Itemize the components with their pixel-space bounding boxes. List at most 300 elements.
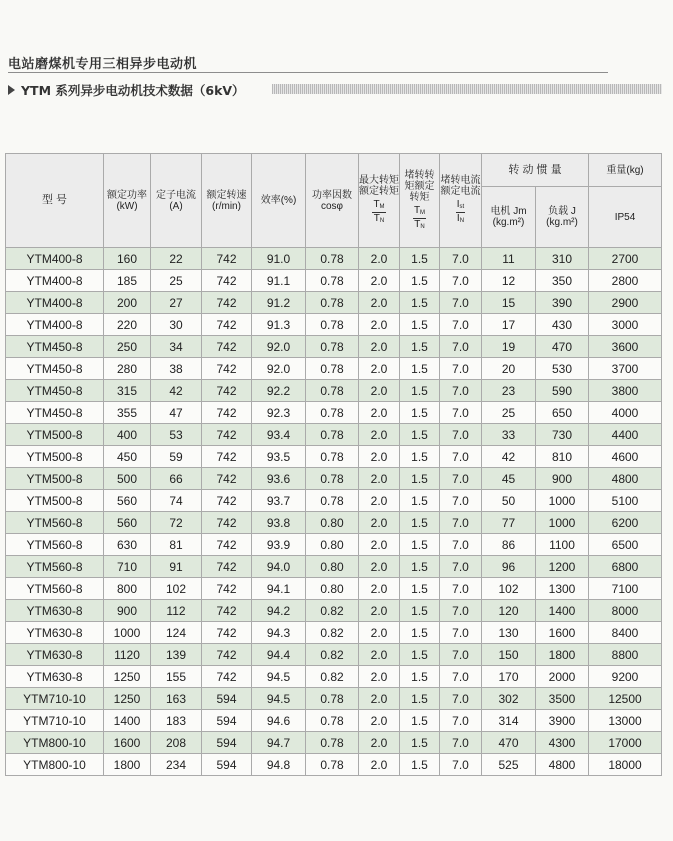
cell-load-inertia: 900: [536, 468, 589, 490]
cell-model: YTM500-8: [6, 446, 104, 468]
table-row: [6, 666, 662, 688]
section-heading: [8, 81, 245, 99]
table-row: [6, 512, 662, 534]
locked-current-denominator: $I_N$: [456, 213, 465, 224]
cell-efficiency: 93.6: [252, 468, 306, 490]
cell-rated-power: 200: [104, 292, 151, 314]
cell-efficiency: 94.0: [252, 556, 306, 578]
cell-load-inertia: 3500: [536, 688, 589, 710]
table-row: [6, 468, 662, 490]
cell-rated-speed: 594: [202, 688, 252, 710]
header-stator-current: 定子电流(A): [151, 154, 202, 248]
cell-model: YTM450-8: [6, 380, 104, 402]
cell-max-torque-ratio: 2.0: [359, 380, 400, 402]
cell-model: YTM400-8: [6, 270, 104, 292]
table-row: [6, 380, 662, 402]
cell-model: YTM630-8: [6, 600, 104, 622]
cell-model: YTM560-8: [6, 512, 104, 534]
cell-max-torque-ratio: 2.0: [359, 512, 400, 534]
cell-locked-current-ratio: 7.0: [440, 666, 482, 688]
cell-load-inertia: 530: [536, 358, 589, 380]
cell-motor-inertia: 302: [482, 688, 536, 710]
max-torque-numerator: $T_M$: [372, 199, 385, 213]
cell-locked-torque-ratio: 1.5: [400, 666, 440, 688]
cell-efficiency: 94.7: [252, 732, 306, 754]
cell-rated-speed: 742: [202, 468, 252, 490]
max-torque-fraction: [372, 199, 385, 226]
cell-locked-current-ratio: 7.0: [440, 380, 482, 402]
cell-power-factor: 0.78: [306, 446, 359, 468]
cell-rated-power: 280: [104, 358, 151, 380]
table-row: [6, 754, 662, 776]
cell-power-factor: 0.80: [306, 534, 359, 556]
cell-load-inertia: 1600: [536, 622, 589, 644]
cell-rated-speed: 742: [202, 490, 252, 512]
cell-model: YTM630-8: [6, 622, 104, 644]
cell-load-inertia: 4300: [536, 732, 589, 754]
cell-motor-inertia: 50: [482, 490, 536, 512]
cell-motor-inertia: 314: [482, 710, 536, 732]
cell-locked-current-ratio: 7.0: [440, 248, 482, 270]
cell-motor-inertia: 525: [482, 754, 536, 776]
header-locked-current-ratio: [440, 154, 482, 248]
cell-load-inertia: 1000: [536, 512, 589, 534]
header-power-factor: 功率因数cosφ: [306, 154, 359, 248]
cell-max-torque-ratio: 2.0: [359, 490, 400, 512]
cell-efficiency: 92.2: [252, 380, 306, 402]
cell-locked-torque-ratio: 1.5: [400, 688, 440, 710]
cell-power-factor: 0.78: [306, 292, 359, 314]
cell-stator-current: 38: [151, 358, 202, 380]
cell-weight: 4400: [589, 424, 662, 446]
cell-model: YTM560-8: [6, 556, 104, 578]
cell-motor-inertia: 20: [482, 358, 536, 380]
cell-max-torque-ratio: 2.0: [359, 710, 400, 732]
max-torque-denominator: $T_N$: [373, 213, 385, 224]
cell-efficiency: 94.2: [252, 600, 306, 622]
cell-weight: 8400: [589, 622, 662, 644]
cell-locked-current-ratio: 7.0: [440, 292, 482, 314]
cell-model: YTM710-10: [6, 710, 104, 732]
cell-weight: 4000: [589, 402, 662, 424]
cell-efficiency: 91.0: [252, 248, 306, 270]
cell-locked-current-ratio: 7.0: [440, 688, 482, 710]
cell-motor-inertia: 120: [482, 600, 536, 622]
table-row: [6, 424, 662, 446]
cell-stator-current: 102: [151, 578, 202, 600]
cell-rated-power: 220: [104, 314, 151, 336]
cell-stator-current: 27: [151, 292, 202, 314]
cell-motor-inertia: 102: [482, 578, 536, 600]
table-row: [6, 248, 662, 270]
cell-weight: 13000: [589, 710, 662, 732]
cell-weight: 2900: [589, 292, 662, 314]
cell-power-factor: 0.78: [306, 754, 359, 776]
header-motor-jm: 电机 Jm (kg.m²): [482, 187, 536, 248]
cell-locked-torque-ratio: 1.5: [400, 622, 440, 644]
cell-locked-current-ratio: 7.0: [440, 358, 482, 380]
cell-load-inertia: 810: [536, 446, 589, 468]
table-row: [6, 644, 662, 666]
cell-rated-speed: 742: [202, 248, 252, 270]
cell-stator-current: 74: [151, 490, 202, 512]
cell-stator-current: 47: [151, 402, 202, 424]
cell-efficiency: 92.0: [252, 358, 306, 380]
cell-locked-current-ratio: 7.0: [440, 468, 482, 490]
cell-model: YTM630-8: [6, 644, 104, 666]
locked-torque-numerator: $T_M$: [413, 205, 426, 219]
cell-locked-torque-ratio: 1.5: [400, 402, 440, 424]
table-row: [6, 446, 662, 468]
cell-rated-speed: 594: [202, 710, 252, 732]
cell-weight: 18000: [589, 754, 662, 776]
locked-current-fraction: [456, 199, 465, 226]
cell-rated-speed: 742: [202, 380, 252, 402]
cell-power-factor: 0.78: [306, 710, 359, 732]
cell-motor-inertia: 23: [482, 380, 536, 402]
cell-stator-current: 139: [151, 644, 202, 666]
cell-load-inertia: 1200: [536, 556, 589, 578]
cell-rated-power: 560: [104, 512, 151, 534]
cell-rated-power: 1250: [104, 688, 151, 710]
cell-power-factor: 0.82: [306, 622, 359, 644]
table-row: [6, 534, 662, 556]
cell-locked-current-ratio: 7.0: [440, 644, 482, 666]
cell-rated-power: 450: [104, 446, 151, 468]
cell-model: YTM560-8: [6, 578, 104, 600]
cell-model: YTM500-8: [6, 490, 104, 512]
cell-stator-current: 124: [151, 622, 202, 644]
header-efficiency: 效率(%): [252, 154, 306, 248]
cell-efficiency: 91.1: [252, 270, 306, 292]
cell-model: YTM450-8: [6, 336, 104, 358]
triangle-arrow-icon: [8, 85, 15, 95]
cell-load-inertia: 1800: [536, 644, 589, 666]
cell-stator-current: 72: [151, 512, 202, 534]
cell-model: YTM630-8: [6, 666, 104, 688]
cell-max-torque-ratio: 2.0: [359, 556, 400, 578]
cell-efficiency: 94.4: [252, 644, 306, 666]
cell-weight: 3000: [589, 314, 662, 336]
cell-weight: 3800: [589, 380, 662, 402]
cell-model: YTM450-8: [6, 358, 104, 380]
cell-locked-torque-ratio: 1.5: [400, 468, 440, 490]
cell-load-inertia: 1100: [536, 534, 589, 556]
cell-efficiency: 93.7: [252, 490, 306, 512]
cell-rated-power: 315: [104, 380, 151, 402]
cell-weight: 17000: [589, 732, 662, 754]
table-row: [6, 314, 662, 336]
cell-rated-power: 1000: [104, 622, 151, 644]
cell-power-factor: 0.82: [306, 600, 359, 622]
cell-locked-torque-ratio: 1.5: [400, 446, 440, 468]
cell-max-torque-ratio: 2.0: [359, 336, 400, 358]
cell-weight: 7100: [589, 578, 662, 600]
header-load-j: 负载 J (kg.m²): [536, 187, 589, 248]
cell-locked-torque-ratio: 1.5: [400, 270, 440, 292]
cell-weight: 8000: [589, 600, 662, 622]
cell-max-torque-ratio: 2.0: [359, 446, 400, 468]
cell-rated-power: 900: [104, 600, 151, 622]
table-row: [6, 710, 662, 732]
cell-weight: 6500: [589, 534, 662, 556]
cell-efficiency: 94.5: [252, 666, 306, 688]
cell-efficiency: 93.4: [252, 424, 306, 446]
cell-efficiency: 92.0: [252, 336, 306, 358]
table-row: [6, 622, 662, 644]
cell-max-torque-ratio: 2.0: [359, 358, 400, 380]
cell-locked-torque-ratio: 1.5: [400, 732, 440, 754]
spec-table-body: [6, 248, 662, 776]
cell-power-factor: 0.82: [306, 666, 359, 688]
cell-motor-inertia: 12: [482, 270, 536, 292]
cell-locked-current-ratio: 7.0: [440, 622, 482, 644]
cell-weight: 2700: [589, 248, 662, 270]
cell-motor-inertia: 42: [482, 446, 536, 468]
cell-locked-torque-ratio: 1.5: [400, 248, 440, 270]
table-row: [6, 402, 662, 424]
cell-locked-torque-ratio: 1.5: [400, 292, 440, 314]
cell-power-factor: 0.78: [306, 402, 359, 424]
cell-locked-current-ratio: 7.0: [440, 424, 482, 446]
header-rated-power: 额定功率(kW): [104, 154, 151, 248]
cell-max-torque-ratio: 2.0: [359, 468, 400, 490]
header-rated-speed: 额定转速(r/min): [202, 154, 252, 248]
cell-rated-power: 1600: [104, 732, 151, 754]
cell-max-torque-ratio: 2.0: [359, 424, 400, 446]
cell-rated-power: 1250: [104, 666, 151, 688]
cell-locked-torque-ratio: 1.5: [400, 754, 440, 776]
cell-rated-power: 800: [104, 578, 151, 600]
cell-locked-torque-ratio: 1.5: [400, 314, 440, 336]
cell-power-factor: 0.78: [306, 248, 359, 270]
cell-motor-inertia: 15: [482, 292, 536, 314]
spec-table: [5, 153, 662, 776]
cell-efficiency: 94.1: [252, 578, 306, 600]
cell-locked-torque-ratio: 1.5: [400, 380, 440, 402]
cell-efficiency: 94.6: [252, 710, 306, 732]
cell-rated-speed: 742: [202, 622, 252, 644]
cell-rated-speed: 594: [202, 754, 252, 776]
table-row: [6, 270, 662, 292]
cell-rated-power: 160: [104, 248, 151, 270]
cell-max-torque-ratio: 2.0: [359, 270, 400, 292]
cell-power-factor: 0.78: [306, 688, 359, 710]
hatched-decorative-bar: [272, 84, 662, 94]
cell-motor-inertia: 150: [482, 644, 536, 666]
cell-locked-current-ratio: 7.0: [440, 314, 482, 336]
cell-stator-current: 112: [151, 600, 202, 622]
cell-rated-power: 1120: [104, 644, 151, 666]
locked-current-label: 堵转电流额定电流: [440, 175, 481, 197]
cell-weight: 5100: [589, 490, 662, 512]
cell-locked-torque-ratio: 1.5: [400, 644, 440, 666]
cell-stator-current: 81: [151, 534, 202, 556]
cell-max-torque-ratio: 2.0: [359, 754, 400, 776]
cell-locked-torque-ratio: 1.5: [400, 424, 440, 446]
cell-max-torque-ratio: 2.0: [359, 248, 400, 270]
cell-weight: 6200: [589, 512, 662, 534]
cell-efficiency: 94.3: [252, 622, 306, 644]
header-locked-torque-ratio: [400, 154, 440, 248]
cell-efficiency: 91.3: [252, 314, 306, 336]
cell-rated-speed: 742: [202, 578, 252, 600]
cell-load-inertia: 1300: [536, 578, 589, 600]
cell-efficiency: 94.5: [252, 688, 306, 710]
cell-locked-current-ratio: 7.0: [440, 402, 482, 424]
cell-rated-speed: 742: [202, 358, 252, 380]
cell-rated-power: 400: [104, 424, 151, 446]
cell-stator-current: 91: [151, 556, 202, 578]
cell-model: YTM560-8: [6, 534, 104, 556]
cell-power-factor: 0.78: [306, 358, 359, 380]
cell-weight: 12500: [589, 688, 662, 710]
cell-max-torque-ratio: 2.0: [359, 314, 400, 336]
cell-load-inertia: 650: [536, 402, 589, 424]
cell-model: YTM400-8: [6, 292, 104, 314]
cell-max-torque-ratio: 2.0: [359, 688, 400, 710]
cell-motor-inertia: 77: [482, 512, 536, 534]
cell-motor-inertia: 11: [482, 248, 536, 270]
cell-load-inertia: 310: [536, 248, 589, 270]
cell-stator-current: 22: [151, 248, 202, 270]
cell-locked-torque-ratio: 1.5: [400, 556, 440, 578]
cell-rated-power: 250: [104, 336, 151, 358]
cell-locked-current-ratio: 7.0: [440, 336, 482, 358]
cell-stator-current: 155: [151, 666, 202, 688]
cell-load-inertia: 1000: [536, 490, 589, 512]
cell-motor-inertia: 130: [482, 622, 536, 644]
header-inertia: 转 动 惯 量: [482, 154, 589, 187]
cell-rated-power: 355: [104, 402, 151, 424]
cell-motor-inertia: 170: [482, 666, 536, 688]
cell-efficiency: 91.2: [252, 292, 306, 314]
cell-max-torque-ratio: 2.0: [359, 732, 400, 754]
cell-motor-inertia: 19: [482, 336, 536, 358]
cell-efficiency: 93.5: [252, 446, 306, 468]
cell-load-inertia: 470: [536, 336, 589, 358]
cell-motor-inertia: 470: [482, 732, 536, 754]
locked-current-numerator: $I_{st}$: [456, 199, 465, 213]
cell-load-inertia: 4800: [536, 754, 589, 776]
cell-model: YTM800-10: [6, 732, 104, 754]
cell-locked-torque-ratio: 1.5: [400, 534, 440, 556]
cell-motor-inertia: 33: [482, 424, 536, 446]
cell-locked-current-ratio: 7.0: [440, 600, 482, 622]
cell-locked-current-ratio: 7.0: [440, 556, 482, 578]
cell-weight: 6800: [589, 556, 662, 578]
cell-locked-current-ratio: 7.0: [440, 732, 482, 754]
cell-weight: 2800: [589, 270, 662, 292]
cell-efficiency: 93.8: [252, 512, 306, 534]
cell-locked-torque-ratio: 1.5: [400, 578, 440, 600]
cell-locked-current-ratio: 7.0: [440, 578, 482, 600]
cell-load-inertia: 590: [536, 380, 589, 402]
cell-motor-inertia: 45: [482, 468, 536, 490]
cell-model: YTM500-8: [6, 424, 104, 446]
table-row: [6, 490, 662, 512]
cell-stator-current: 34: [151, 336, 202, 358]
cell-model: YTM400-8: [6, 248, 104, 270]
cell-stator-current: 234: [151, 754, 202, 776]
cell-max-torque-ratio: 2.0: [359, 292, 400, 314]
header-weight: 重量(kg): [589, 154, 662, 187]
cell-max-torque-ratio: 2.0: [359, 578, 400, 600]
table-row: [6, 556, 662, 578]
cell-locked-current-ratio: 7.0: [440, 490, 482, 512]
cell-rated-speed: 742: [202, 336, 252, 358]
cell-motor-inertia: 86: [482, 534, 536, 556]
cell-max-torque-ratio: 2.0: [359, 644, 400, 666]
cell-locked-current-ratio: 7.0: [440, 270, 482, 292]
title-divider: [8, 72, 608, 73]
cell-power-factor: 0.80: [306, 512, 359, 534]
cell-max-torque-ratio: 2.0: [359, 622, 400, 644]
cell-rated-power: 500: [104, 468, 151, 490]
cell-max-torque-ratio: 2.0: [359, 600, 400, 622]
cell-load-inertia: 730: [536, 424, 589, 446]
locked-torque-fraction: [413, 205, 426, 232]
cell-rated-speed: 742: [202, 534, 252, 556]
cell-rated-speed: 742: [202, 446, 252, 468]
locked-torque-denominator: $T_N$: [414, 218, 425, 230]
cell-rated-power: 1800: [104, 754, 151, 776]
cell-power-factor: 0.78: [306, 424, 359, 446]
cell-rated-speed: 742: [202, 270, 252, 292]
table-row: [6, 336, 662, 358]
cell-power-factor: 0.78: [306, 270, 359, 292]
cell-motor-inertia: 17: [482, 314, 536, 336]
cell-power-factor: 0.78: [306, 490, 359, 512]
header-max-torque-ratio: [359, 154, 400, 248]
cell-locked-torque-ratio: 1.5: [400, 710, 440, 732]
cell-power-factor: 0.78: [306, 380, 359, 402]
cell-rated-speed: 742: [202, 402, 252, 424]
cell-locked-torque-ratio: 1.5: [400, 600, 440, 622]
cell-rated-speed: 742: [202, 666, 252, 688]
cell-locked-current-ratio: 7.0: [440, 754, 482, 776]
table-row: [6, 600, 662, 622]
cell-weight: 3700: [589, 358, 662, 380]
cell-stator-current: 25: [151, 270, 202, 292]
cell-rated-speed: 742: [202, 424, 252, 446]
cell-model: YTM710-10: [6, 688, 104, 710]
cell-weight: 8800: [589, 644, 662, 666]
cell-max-torque-ratio: 2.0: [359, 534, 400, 556]
cell-motor-inertia: 25: [482, 402, 536, 424]
cell-rated-speed: 742: [202, 644, 252, 666]
cell-stator-current: 30: [151, 314, 202, 336]
table-row: [6, 292, 662, 314]
cell-model: YTM500-8: [6, 468, 104, 490]
cell-efficiency: 92.3: [252, 402, 306, 424]
cell-load-inertia: 350: [536, 270, 589, 292]
cell-locked-torque-ratio: 1.5: [400, 512, 440, 534]
cell-load-inertia: 430: [536, 314, 589, 336]
cell-stator-current: 42: [151, 380, 202, 402]
cell-power-factor: 0.78: [306, 314, 359, 336]
cell-rated-speed: 742: [202, 292, 252, 314]
cell-stator-current: 66: [151, 468, 202, 490]
cell-efficiency: 93.9: [252, 534, 306, 556]
cell-power-factor: 0.80: [306, 556, 359, 578]
cell-power-factor: 0.80: [306, 578, 359, 600]
cell-power-factor: 0.82: [306, 644, 359, 666]
cell-weight: 4600: [589, 446, 662, 468]
table-row: [6, 688, 662, 710]
page-title: 电站磨煤机专用三相异步电动机: [8, 57, 198, 72]
cell-power-factor: 0.78: [306, 336, 359, 358]
